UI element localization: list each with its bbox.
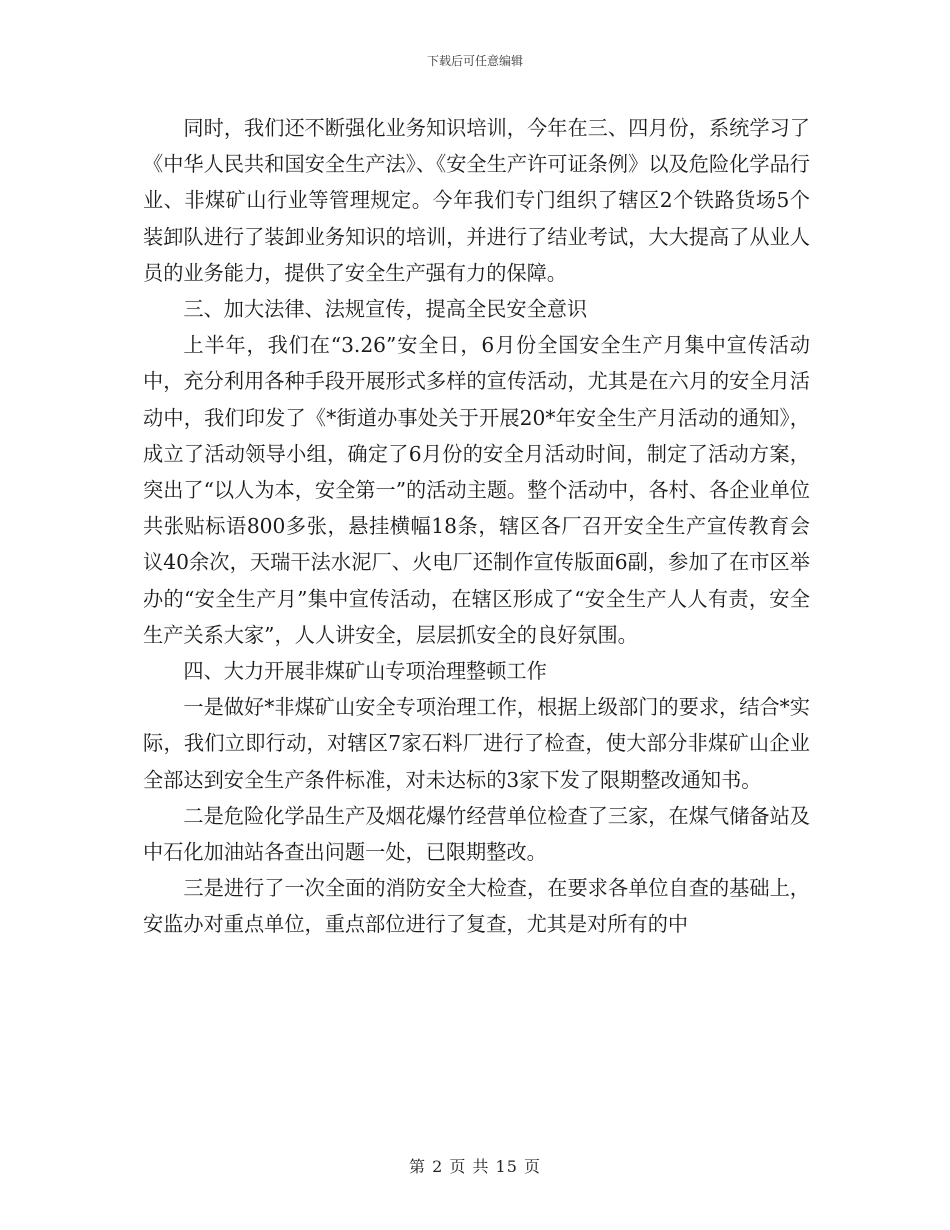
paragraph-fire-inspection: 三是进行了一次全面的消防安全大检查，在要求各单位自查的基础上，安监办对重点单位，重点部位进行了复查，尤其是对所有的中 bbox=[143, 876, 810, 937]
page-header: 下载后可任意编辑 bbox=[426, 54, 523, 68]
document-body bbox=[143, 110, 810, 943]
paragraph-safety-month: 上半年，我们在“3.26”安全日，6月份全国安全生产月集中宣传活动中，充分利用各种手段开展形式多样的宣传活动，尤其是在六月的安全月活动中，我们印发了《*街道办事处关于开展20*年安全生产月活动的通知》，成立了活动领导小组，确定了6月份的安全月活动时间，制定了活动方案，突出了“以人为本，安全第一”的活动主题。整个活动中，各村、各企业单位共张贴标语800多张，悬挂横幅18条，辖区各厂召开安全生产宣传教育会议40余次，天瑞干法水泥厂、火电厂还制作宣传版面6副，参加了在市区举办的“安全生产月”集中宣传活动，在辖区形成了“安全生产人人有责，安全生产关系大家”，人人讲安全，层层抓安全的良好氛围。 bbox=[143, 333, 810, 647]
heading-mine-rectification: 四、大力开展非煤矿山专项治理整顿工作 bbox=[183, 659, 547, 684]
paragraph-training: 同时，我们还不断强化业务知识培训，今年在三、四月份，系统学习了《中华人民共和国安全生产法》、《安全生产许可证条例》以及危险化学品行业、非煤矿山行业等管理规定。今年我们专门组织了辖区2个铁路货场5个装卸队进行了装卸业务知识的培训，并进行了结业考试，大大提高了从业人员的业务能力，提供了安全生产强有力的保障。 bbox=[143, 116, 810, 285]
page-number: 第 2 页 共 15 页 bbox=[409, 1157, 541, 1176]
paragraph-chemicals-inspection: 二是危险化学品生产及烟花爆竹经营单位检查了三家，在煤气储备站及中石化加油站各查出问题一处，已限期整改。 bbox=[143, 803, 810, 865]
heading-law-publicity: 三、加大法律、法规宣传，提高全民安全意识 bbox=[183, 297, 588, 322]
paragraph-mine-inspection: 一是做好*非煤矿山安全专项治理工作，根据上级部门的要求，结合*实际，我们立即行动，对辖区7家石料厂进行了检查，使大部分非煤矿山企业全部达到安全生产条件标准，对未达标的3家下发了限期整改通知书。 bbox=[143, 695, 810, 792]
